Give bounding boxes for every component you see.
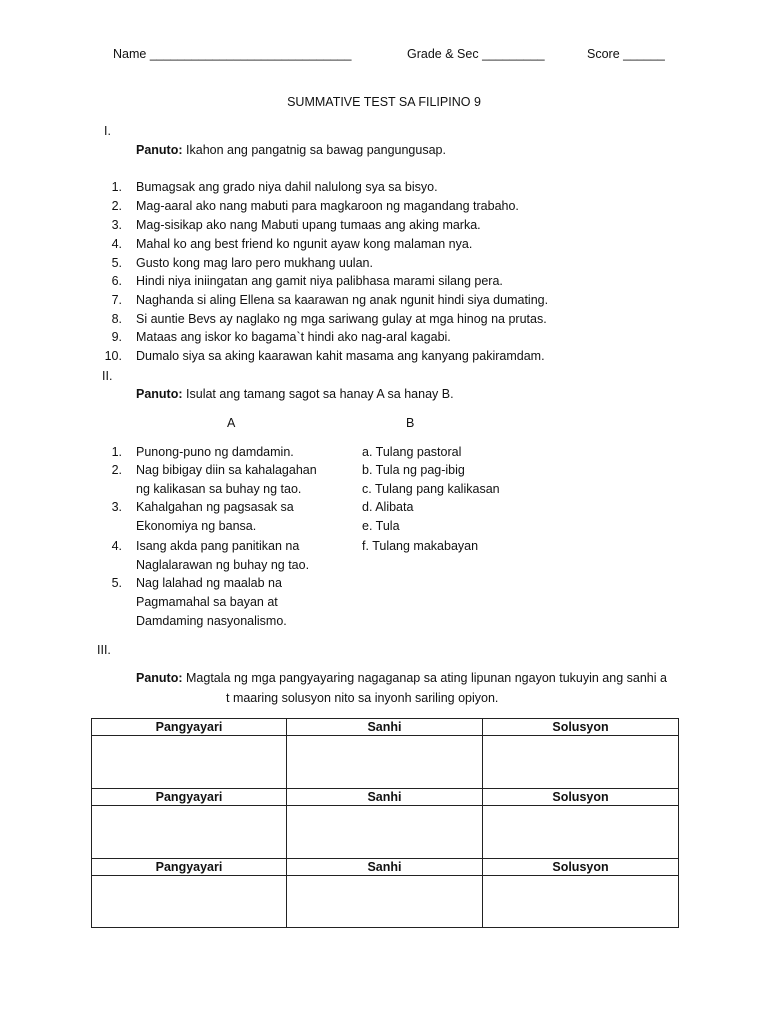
panuto-text: Isulat ang tamang sagot sa hanay A sa hanay B. xyxy=(186,387,454,401)
table-row xyxy=(92,806,679,859)
grade-section-field[interactable] xyxy=(407,47,545,61)
grade-blank[interactable]: _________ xyxy=(482,47,545,61)
answer-cell[interactable] xyxy=(287,806,483,859)
answer-cell[interactable] xyxy=(92,736,287,789)
answer-cell[interactable] xyxy=(92,876,287,928)
table-header-row xyxy=(92,719,679,736)
header-pangyayari: Pangyayari xyxy=(92,719,287,736)
answer-cell[interactable] xyxy=(92,806,287,859)
header-solusyon: Solusyon xyxy=(483,859,679,876)
answer-cell[interactable] xyxy=(287,876,483,928)
section-3-instruction xyxy=(136,671,667,685)
answer-cell[interactable] xyxy=(483,876,679,928)
section-3-instruction-cont: t maaring solusyon nito sa inyonh sariling opiyon. xyxy=(226,691,499,705)
column-b-header: B xyxy=(406,416,415,430)
table-row xyxy=(92,736,679,789)
header-sanhi: Sanhi xyxy=(287,719,483,736)
answer-cell[interactable] xyxy=(483,806,679,859)
table-header-row xyxy=(92,859,679,876)
list-item: c. Tulang pang kalikasan xyxy=(362,482,500,496)
table-header-row xyxy=(92,789,679,806)
list-item: e. Tula xyxy=(362,519,400,533)
section-2-numeral: II. xyxy=(102,369,113,383)
section-1-instruction xyxy=(136,143,446,157)
panuto-label: Panuto: xyxy=(136,671,183,685)
grade-label: Grade & Sec xyxy=(407,47,479,61)
section-1-numeral: I. xyxy=(104,124,111,138)
score-field[interactable] xyxy=(587,47,665,61)
header-pangyayari: Pangyayari xyxy=(92,789,287,806)
panuto-label: Panuto: xyxy=(136,143,183,157)
panuto-text: Magtala ng mga pangyayaring nagaganap sa ating lipunan ngayon tukuyin ang sanhi a xyxy=(186,671,667,685)
name-label: Name xyxy=(113,47,147,61)
page-title: SUMMATIVE TEST SA FILIPINO 9 xyxy=(287,95,481,109)
list-item: a. Tulang pastoral xyxy=(362,445,462,459)
header-sanhi: Sanhi xyxy=(287,789,483,806)
score-label: Score xyxy=(587,47,620,61)
panuto-text: Ikahon ang pangatnig sa bawag pangungusap. xyxy=(186,143,446,157)
column-a-header: A xyxy=(227,416,236,430)
section-2-instruction xyxy=(136,387,454,401)
answer-cell[interactable] xyxy=(483,736,679,789)
section-3-numeral: III. xyxy=(97,643,111,657)
list-item: f. Tulang makabayan xyxy=(362,539,479,553)
name-field[interactable] xyxy=(113,47,351,61)
name-blank[interactable]: _____________________________ xyxy=(149,47,352,61)
answer-table xyxy=(91,718,679,928)
list-item: d. Alibata xyxy=(362,500,414,514)
score-blank[interactable]: ______ xyxy=(623,47,665,61)
header-pangyayari: Pangyayari xyxy=(92,859,287,876)
table-row xyxy=(92,876,679,928)
header-solusyon: Solusyon xyxy=(483,719,679,736)
list-item: b. Tula ng pag-ibig xyxy=(362,463,465,477)
answer-cell[interactable] xyxy=(287,736,483,789)
header-solusyon: Solusyon xyxy=(483,789,679,806)
header-sanhi: Sanhi xyxy=(287,859,483,876)
panuto-label: Panuto: xyxy=(136,387,183,401)
